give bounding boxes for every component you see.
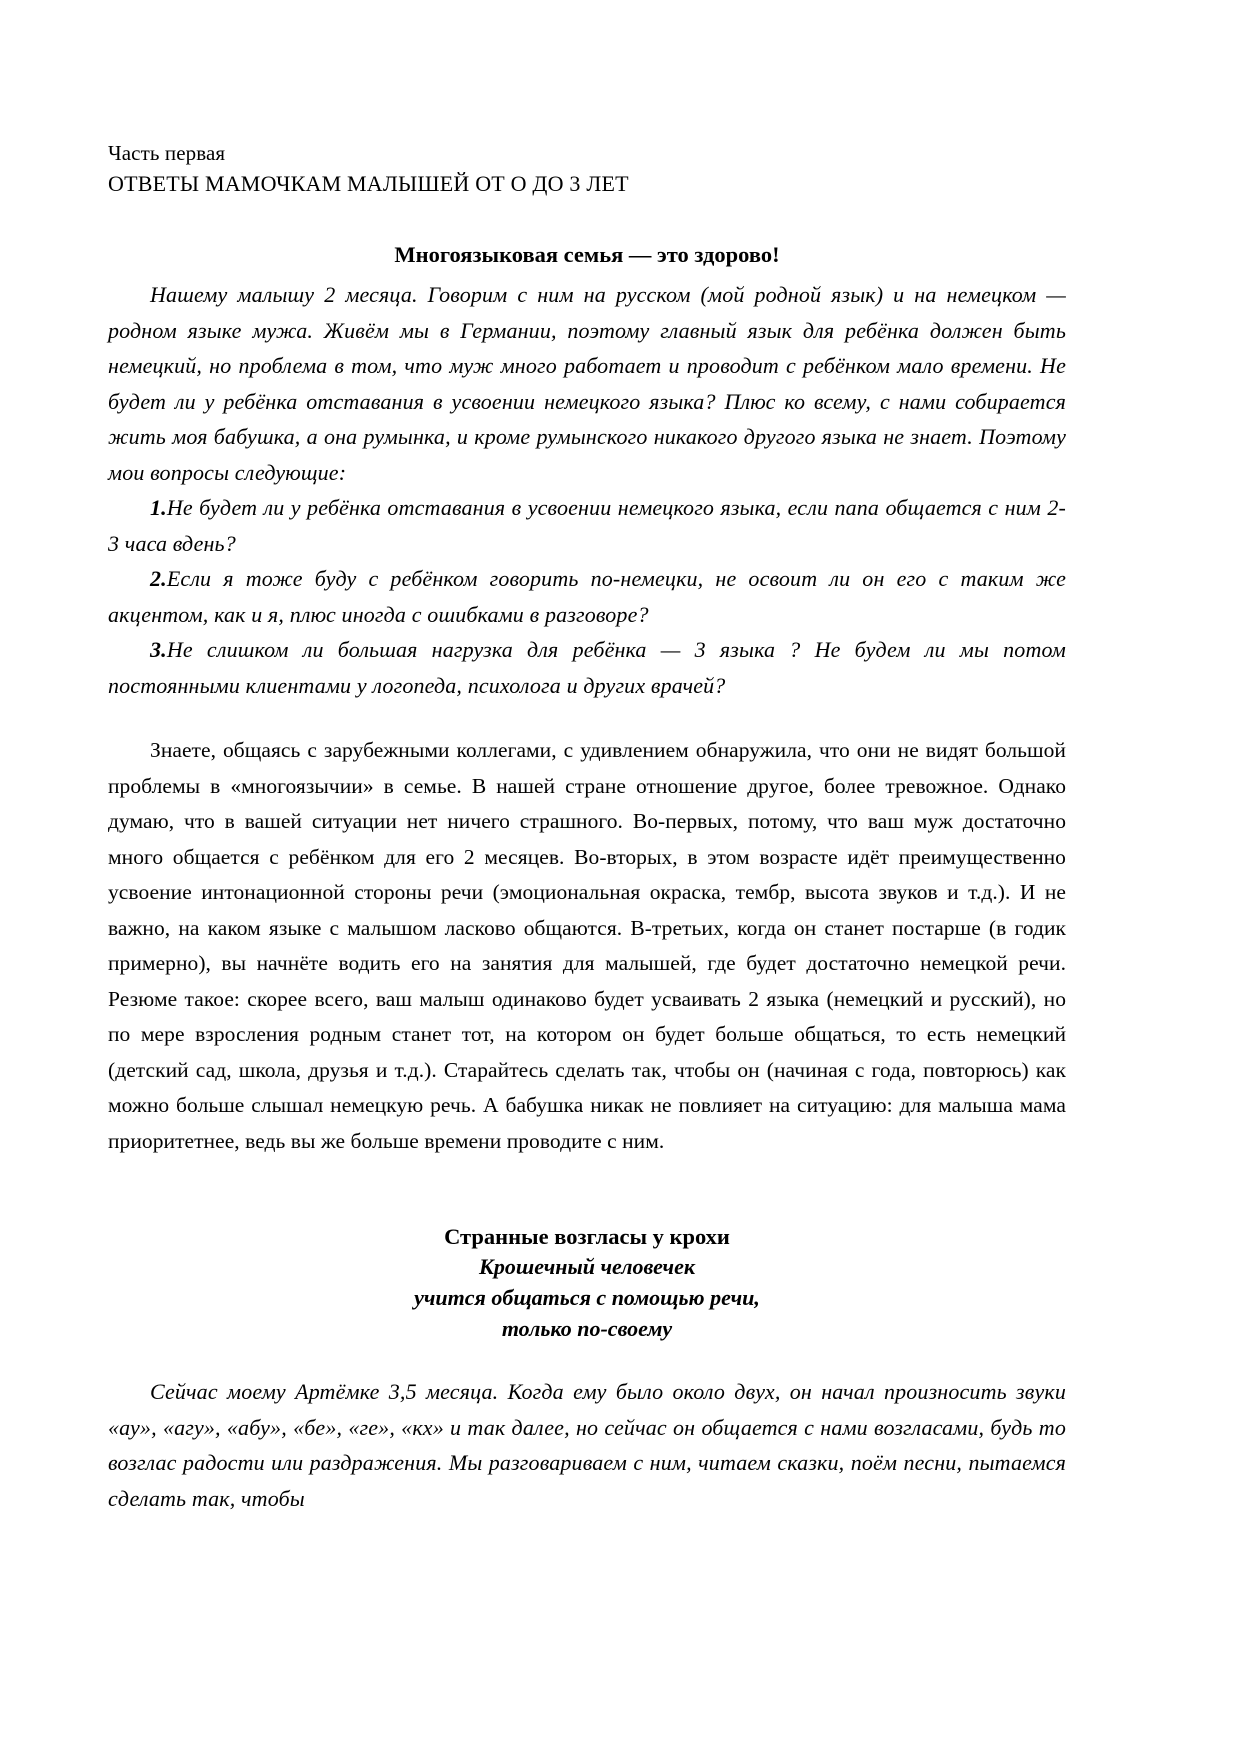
spacer: [108, 1205, 1066, 1223]
section-one-question-block: [108, 277, 1066, 703]
section-one-heading: Многоязыковая семья — это здорово!: [394, 242, 780, 267]
question-number: 1.: [150, 495, 167, 520]
section-one-answer-block: [108, 733, 1066, 1159]
section-two-body-paragraph: Сейчас моему Артёмке 3,5 месяца. Когда ему было около двух, он начал произносить звуки «ау», «агу», «абу», «бе», «ге», «кх» и так далее, но сейчас он общается с нами возгласами, будь то возглас радости или раздражения. Мы разговариваем с ним, читаем сказки, поём песни, пытаемся сделать так, чтобы: [108, 1379, 1066, 1511]
section-two-subheading-line-1: Крошечный человечек: [478, 1254, 696, 1279]
spacer: [108, 1344, 1066, 1352]
page-title: ОТВЕТЫ МАМОЧКАМ МАЛЫШЕЙ ОТ О ДО 3 ЛЕТ: [108, 171, 629, 196]
question-number: 3.: [150, 637, 167, 662]
spacer: [108, 703, 1066, 733]
question-number: 2.: [150, 566, 167, 591]
answer-paragraph: Знаете, общаясь с зарубежными коллегами, с удивлением обнаружила, что они не видят большой проблемы в «многоязычии» в семье. В нашей стране отношение другое, более тревожное. Однако думаю, что в вашей ситуации нет ничего страшного. Во-первых, потому, что ваш муж достаточно много общается с ребёнком для его 2 месяцев. Во-вторых, в этом возрасте идёт преимущественно усвоение интонационной стороны речи (эмоциональная окраска, тембр, высота звуков и т.д.). И не важно, на каком языке с малышом ласково общаются. В-третьих, когда он станет постарше (в годик примерно), вы начнёте водить его на занятия для малышей, где будет достаточно немецкой речи. Резюме такое: скорее всего, ваш малыш одинаково будет усваивать 2 языка (немецкий и русский), но по мере взросления родным станет тот, на котором он будет больше общаться, то есть немецкий (детский сад, школа, друзья и т.д.). Старайтесь сделать так, чтобы он (начиная с года, повторюсь) как можно больше слышал немецкую речь. А бабушка никак не повлияет на ситуацию: для малыша мама приоритетнее, ведь вы же больше времени проводите с ним.: [108, 738, 1066, 1153]
spacer: [108, 269, 1066, 277]
question-text: Не будет ли у ребёнка отставания в усвоении немецкого языка, если папа общается с ним 2-3 часа вдень?: [108, 495, 1066, 556]
question-text: Не слишком ли большая нагрузка для ребёнка — 3 языка ? Не будем ли мы потом постоянными клиентами у логопеда, психолога и других врачей?: [108, 637, 1066, 698]
question-intro-paragraph: Нашему малышу 2 месяца. Говорим с ним на русском (мой родной язык) и на немецком — родном языке мужа. Живём мы в Германии, поэтому главный язык для ребёнка должен быть немецкий, но проблема в том, что муж много работает и проводит с ребёнком мало времени. Не будет ли у ребёнка отставания в усвоении немецкого языка? Плюс ко всему, с нами собирается жить моя бабушка, а она румынка, и кроме румынского никакого другого языка не знает. Поэтому мои вопросы следующие:: [108, 282, 1066, 485]
section-two-subheading-line-3: только по-своему: [501, 1316, 673, 1341]
section-two-heading: Странные возгласы у крохи: [444, 1224, 730, 1249]
question-item: [108, 632, 1066, 703]
page-content: [108, 138, 1066, 1538]
part-label: Часть первая: [108, 141, 226, 165]
question-item: [108, 561, 1066, 632]
spacer: [108, 1159, 1066, 1205]
question-item: [108, 490, 1066, 561]
section-two-subheading-line-2: учится общаться с помощью речи,: [414, 1285, 760, 1310]
question-text: Если я тоже буду с ребёнком говорить по-немецки, не освоит ли он его с таким же акцентом, как и я, плюс иногда с ошибками в разговоре?: [108, 566, 1066, 627]
